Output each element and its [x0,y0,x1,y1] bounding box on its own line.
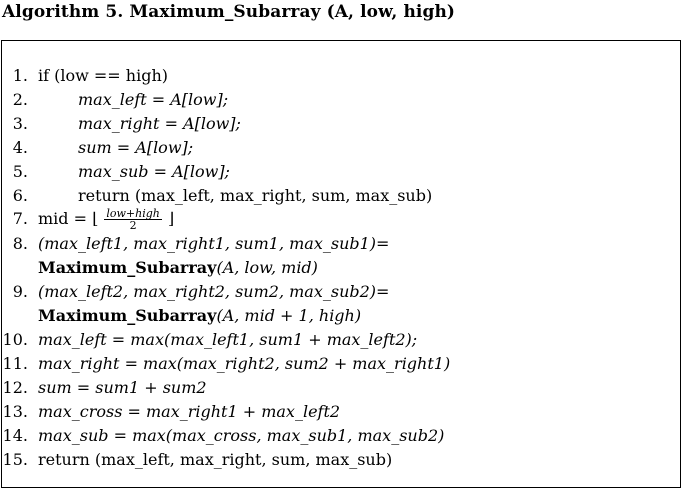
line-text: max_sub = max(max_cross, max_sub1, max_sub2) [38,426,445,445]
line-text: sum = sum1 + sum2 [38,378,207,397]
fraction-denominator: 2 [129,219,137,232]
function-name: Maximum_Subarray [38,258,217,277]
floor-close: ⌋ [167,209,175,228]
line-number: 3. [12,114,28,133]
line-text: max_left = max(max_left1, sum1 + max_left2); [38,330,418,349]
line-text: sum = A[low]; [78,138,194,157]
fraction-numerator: low+high [106,207,160,220]
line-text: return (max_left, max_right, sum, max_sub) [78,186,433,205]
line-text: if (low == high) [38,66,169,85]
line-text: (max_left2, max_right2, sum2, max_sub2)= [38,282,390,301]
line-text: max_right = A[low]; [78,114,241,133]
function-args: (A, low, mid) [216,258,318,277]
line-number: 12. [2,378,28,397]
line-text: max_sub = A[low]; [78,162,230,181]
line-number: 14. [2,426,28,445]
line-text [38,257,318,279]
line-number: 5. [12,162,28,181]
line-text: max_right = max(max_right2, sum2 + max_right1) [38,354,451,373]
line-text: (max_left1, max_right1, sum1, max_sub1)= [38,234,390,253]
line-number: 15. [2,450,28,469]
line-number: 10. [2,330,28,349]
line-number: 1. [12,66,28,85]
line-number: 6. [12,186,28,205]
line-number: 2. [12,90,28,109]
line-text [38,305,361,327]
line-number: 4. [12,138,28,157]
line-text: max_left = A[low]; [78,90,229,109]
line-number: 9. [12,282,28,301]
algorithm-box [1,40,681,488]
line-text [38,208,174,231]
line-number: 7. [12,209,28,228]
line-text: return (max_left, max_right, sum, max_sub) [38,450,393,469]
algorithm-title: Algorithm 5. Maximum_Subarray (A, low, high) [2,2,456,22]
line-number: 8. [12,234,28,253]
line-number: 11. [2,354,28,373]
fraction [104,208,162,231]
line-number: 13. [2,402,28,421]
mid-assign-text: mid = ⌊ [38,209,99,228]
function-args: (A, mid + 1, high) [216,306,362,325]
line-text: max_cross = max_right1 + max_left2 [38,402,341,421]
function-name: Maximum_Subarray [38,306,217,325]
